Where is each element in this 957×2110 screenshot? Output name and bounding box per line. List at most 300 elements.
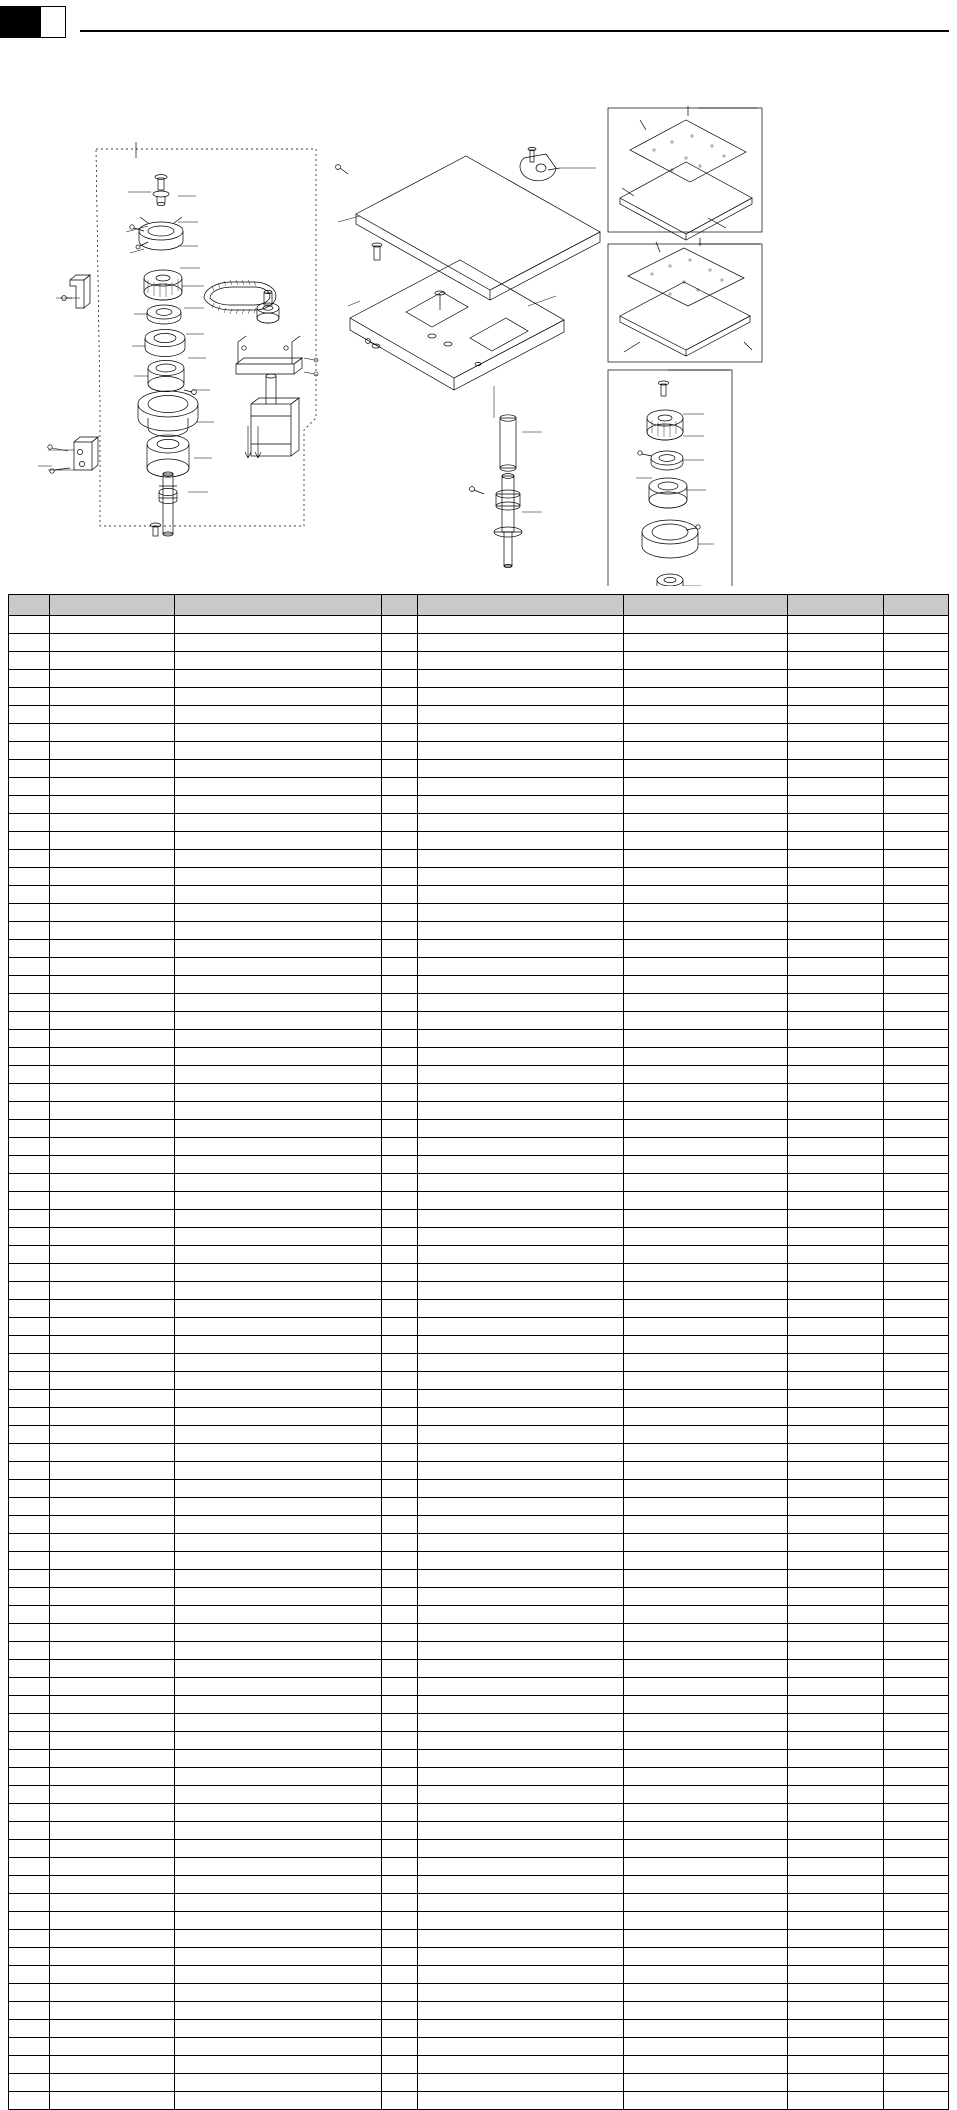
table-cell-pn [49,1804,174,1822]
table-cell-qty [381,778,417,796]
table-cell-ref [787,1372,883,1390]
table-cell-note [624,1300,787,1318]
table-cell-ref [787,1768,883,1786]
table-row [9,1534,949,1552]
table-cell-item [9,1876,50,1894]
table-cell-note [624,868,787,886]
table-cell-pn [49,1354,174,1372]
table-cell-last [884,1606,949,1624]
table-cell-desc [174,1660,381,1678]
table-cell-desc [174,1786,381,1804]
table-cell-desc [174,1102,381,1120]
table-cell-last [884,1876,949,1894]
column-header-item [9,595,50,616]
table-cell-desc [174,616,381,634]
table-cell-desc2 [417,2020,624,2038]
table-cell-qty [381,1390,417,1408]
table-row [9,1066,949,1084]
table-cell-qty [381,1228,417,1246]
table-cell-qty [381,1318,417,1336]
table-cell-last [884,1822,949,1840]
table-cell-desc2 [417,1138,624,1156]
table-row [9,904,949,922]
table-cell-item [9,1642,50,1660]
table-cell-item [9,958,50,976]
table-cell-qty [381,1192,417,1210]
table-cell-note [624,796,787,814]
table-cell-ref [787,1786,883,1804]
table-cell-ref [787,1498,883,1516]
table-cell-ref [787,832,883,850]
table-cell-pn [49,1138,174,1156]
table-cell-desc2 [417,1552,624,1570]
table-cell-item [9,1804,50,1822]
table-cell-qty [381,832,417,850]
table-cell-last [884,1408,949,1426]
table-cell-note [624,1840,787,1858]
table-cell-note [624,1624,787,1642]
table-cell-desc2 [417,1174,624,1192]
table-cell-pn [49,778,174,796]
table-cell-ref [787,1660,883,1678]
table-cell-pn [49,976,174,994]
table-cell-pn [49,1786,174,1804]
table-cell-qty [381,1066,417,1084]
table-cell-pn [49,2002,174,2020]
table-cell-pn [49,2038,174,2056]
table-cell-note [624,616,787,634]
table-cell-ref [787,616,883,634]
table-cell-ref [787,2056,883,2074]
table-cell-last [884,958,949,976]
part-spacer [148,361,184,392]
table-cell-qty [381,670,417,688]
table-row [9,2002,949,2020]
table-cell-desc2 [417,1678,624,1696]
table-cell-desc2 [417,1120,624,1138]
table-cell-desc [174,904,381,922]
table-cell-qty [381,994,417,1012]
table-cell-last [884,1336,949,1354]
table-cell-desc [174,1732,381,1750]
table-cell-note [624,1030,787,1048]
table-cell-ref [787,1246,883,1264]
table-cell-desc2 [417,1336,624,1354]
table-cell-item [9,1066,50,1084]
table-cell-pn [49,1264,174,1282]
table-row [9,1552,949,1570]
table-cell-item [9,1462,50,1480]
table-cell-ref [787,1228,883,1246]
table-cell-ref [787,2074,883,2092]
table-cell-qty [381,1408,417,1426]
table-cell-desc [174,724,381,742]
table-row [9,796,949,814]
table-cell-item [9,1768,50,1786]
table-cell-note [624,1282,787,1300]
table-row [9,1462,949,1480]
table-row [9,1228,949,1246]
table-cell-ref [787,1264,883,1282]
table-cell-qty [381,1768,417,1786]
table-cell-ref [787,2038,883,2056]
table-cell-last [884,1912,949,1930]
table-cell-last [884,1372,949,1390]
table-cell-ref [787,1678,883,1696]
table-cell-last [884,850,949,868]
table-cell-pn [49,1948,174,1966]
part-timing-belt [204,280,276,314]
table-cell-desc2 [417,778,624,796]
table-cell-pn [49,1426,174,1444]
table-cell-desc [174,1264,381,1282]
table-cell-ref [787,1876,883,1894]
table-cell-pn [49,706,174,724]
parts-table-header-row [9,595,949,616]
table-cell-pn [49,1084,174,1102]
table-cell-last [884,1390,949,1408]
table-cell-item [9,1444,50,1462]
table-cell-pn [49,670,174,688]
table-cell-desc [174,1912,381,1930]
table-cell-desc2 [417,1102,624,1120]
table-row [9,1318,949,1336]
table-cell-pn [49,1408,174,1426]
table-cell-last [884,1444,949,1462]
table-cell-pn [49,1624,174,1642]
table-cell-desc [174,1444,381,1462]
table-cell-ref [787,1066,883,1084]
table-row [9,1480,949,1498]
table-cell-qty [381,904,417,922]
table-cell-desc [174,796,381,814]
table-cell-item [9,2002,50,2020]
table-cell-note [624,634,787,652]
table-cell-item [9,1030,50,1048]
table-row [9,1624,949,1642]
table-cell-desc [174,1408,381,1426]
table-cell-desc [174,1570,381,1588]
table-cell-note [624,2002,787,2020]
table-cell-item [9,1660,50,1678]
table-cell-item [9,850,50,868]
table-cell-ref [787,1354,883,1372]
table-cell-item [9,1786,50,1804]
table-cell-pn [49,1822,174,1840]
table-cell-qty [381,958,417,976]
table-cell-qty [381,814,417,832]
table-cell-item [9,1606,50,1624]
table-cell-ref [787,1318,883,1336]
table-row [9,1210,949,1228]
table-cell-desc [174,886,381,904]
table-cell-pn [49,652,174,670]
left-assembly-boundary [96,149,316,526]
table-cell-note [624,1660,787,1678]
table-cell-last [884,1102,949,1120]
table-row [9,1336,949,1354]
table-cell-ref [787,1516,883,1534]
table-cell-note [624,1534,787,1552]
table-cell-last [884,1858,949,1876]
table-cell-item [9,742,50,760]
table-cell-pn [49,1768,174,1786]
detail-panel-a [608,106,762,240]
table-cell-note [624,1048,787,1066]
table-cell-pn [49,1498,174,1516]
table-cell-qty [381,1174,417,1192]
table-cell-desc [174,1822,381,1840]
table-cell-qty [381,1426,417,1444]
table-cell-pn [49,1462,174,1480]
table-cell-last [884,1156,949,1174]
table-cell-desc [174,742,381,760]
table-cell-desc [174,940,381,958]
table-cell-note [624,670,787,688]
table-cell-desc [174,652,381,670]
table-row [9,1282,949,1300]
table-cell-item [9,1282,50,1300]
table-cell-desc2 [417,1084,624,1102]
table-cell-item [9,1318,50,1336]
table-cell-desc2 [417,1048,624,1066]
table-cell-item [9,832,50,850]
table-cell-qty [381,1930,417,1948]
table-cell-item [9,688,50,706]
table-cell-ref [787,1156,883,1174]
table-cell-note [624,904,787,922]
table-cell-last [884,652,949,670]
table-row [9,670,949,688]
table-cell-desc2 [417,1642,624,1660]
table-cell-note [624,1156,787,1174]
table-cell-desc2 [417,1930,624,1948]
table-cell-item [9,1714,50,1732]
table-cell-ref [787,1552,883,1570]
table-cell-last [884,1948,949,1966]
table-cell-ref [787,706,883,724]
table-row [9,958,949,976]
table-cell-item [9,1948,50,1966]
table-cell-ref [787,1480,883,1498]
table-cell-pn [49,940,174,958]
table-cell-desc2 [417,1696,624,1714]
table-cell-desc2 [417,1840,624,1858]
table-cell-desc [174,1354,381,1372]
table-cell-last [884,1570,949,1588]
table-cell-note [624,724,787,742]
table-row [9,1120,949,1138]
table-row [9,1444,949,1462]
table-cell-ref [787,634,883,652]
table-cell-ref [787,1462,883,1480]
table-row [9,706,949,724]
table-cell-last [884,634,949,652]
table-cell-desc2 [417,688,624,706]
table-cell-note [624,1264,787,1282]
table-cell-qty [381,1840,417,1858]
table-cell-ref [787,886,883,904]
table-cell-ref [787,1174,883,1192]
table-cell-note [624,1246,787,1264]
table-row [9,1606,949,1624]
table-row [9,1354,949,1372]
table-cell-desc [174,868,381,886]
table-cell-desc [174,832,381,850]
table-row [9,724,949,742]
table-cell-ref [787,1336,883,1354]
table-cell-pn [49,796,174,814]
table-cell-desc2 [417,832,624,850]
table-cell-ref [787,1696,883,1714]
table-cell-desc2 [417,1012,624,1030]
table-cell-qty [381,1102,417,1120]
table-cell-item [9,1840,50,1858]
table-cell-note [624,1696,787,1714]
table-row [9,940,949,958]
table-row [9,1696,949,1714]
table-cell-ref [787,1426,883,1444]
table-cell-last [884,1462,949,1480]
table-row [9,1912,949,1930]
table-cell-desc2 [417,1786,624,1804]
table-cell-desc2 [417,850,624,868]
table-cell-item [9,1372,50,1390]
table-cell-note [624,1012,787,1030]
table-cell-last [884,1732,949,1750]
table-cell-desc2 [417,652,624,670]
table-cell-desc [174,1642,381,1660]
table-cell-pn [49,1210,174,1228]
table-cell-item [9,1588,50,1606]
table-cell-item [9,1012,50,1030]
table-cell-desc [174,778,381,796]
table-cell-note [624,832,787,850]
table-cell-desc2 [417,1714,624,1732]
table-cell-note [624,1804,787,1822]
table-cell-note [624,1120,787,1138]
table-cell-desc2 [417,1354,624,1372]
table-cell-last [884,1030,949,1048]
table-cell-note [624,1174,787,1192]
table-cell-note [624,2020,787,2038]
table-cell-desc2 [417,958,624,976]
table-cell-desc [174,1066,381,1084]
table-cell-ref [787,1948,883,1966]
table-cell-ref [787,1138,883,1156]
table-cell-desc [174,634,381,652]
table-cell-qty [381,1138,417,1156]
table-cell-ref [787,1084,883,1102]
table-cell-desc [174,1030,381,1048]
table-cell-ref [787,1732,883,1750]
table-cell-note [624,1462,787,1480]
table-row [9,1372,949,1390]
table-cell-note [624,1318,787,1336]
table-cell-qty [381,886,417,904]
table-cell-note [624,1372,787,1390]
table-cell-item [9,1102,50,1120]
table-cell-desc [174,1516,381,1534]
table-cell-ref [787,1048,883,1066]
table-row [9,2020,949,2038]
table-cell-note [624,1858,787,1876]
table-cell-pn [49,1588,174,1606]
part-plate-screws [336,165,484,494]
table-cell-desc [174,2002,381,2020]
table-cell-item [9,2020,50,2038]
table-cell-desc [174,1120,381,1138]
table-cell-note [624,1516,787,1534]
table-cell-desc [174,1552,381,1570]
table-cell-note [624,1876,787,1894]
table-row [9,850,949,868]
table-cell-qty [381,1660,417,1678]
table-cell-item [9,904,50,922]
table-cell-ref [787,1930,883,1948]
table-cell-item [9,1678,50,1696]
table-cell-desc2 [417,1372,624,1390]
table-row [9,1804,949,1822]
table-cell-note [624,652,787,670]
table-cell-note [624,760,787,778]
table-row [9,2056,949,2074]
table-cell-ref [787,760,883,778]
table-row [9,1264,949,1282]
table-cell-pn [49,1552,174,1570]
table-cell-pn [49,832,174,850]
column-header-ref [787,595,883,616]
table-cell-ref [787,1282,883,1300]
table-cell-desc2 [417,1480,624,1498]
table-cell-qty [381,1570,417,1588]
table-cell-qty [381,2074,417,2092]
table-cell-item [9,1984,50,2002]
table-cell-qty [381,1822,417,1840]
table-cell-item [9,1696,50,1714]
table-cell-desc [174,1048,381,1066]
table-cell-desc2 [417,1156,624,1174]
table-cell-note [624,1066,787,1084]
table-cell-desc2 [417,1516,624,1534]
table-cell-pn [49,1156,174,1174]
table-cell-item [9,1390,50,1408]
table-cell-pn [49,1984,174,2002]
table-cell-note [624,1210,787,1228]
table-row [9,1246,949,1264]
table-cell-item [9,1156,50,1174]
table-row [9,634,949,652]
table-cell-note [624,778,787,796]
table-row [9,1822,949,1840]
table-row [9,1570,949,1588]
table-cell-ref [787,1750,883,1768]
table-cell-desc2 [417,742,624,760]
table-cell-note [624,1912,787,1930]
table-row [9,778,949,796]
table-cell-qty [381,1282,417,1300]
table-cell-ref [787,904,883,922]
table-cell-qty [381,1264,417,1282]
table-cell-ref [787,2002,883,2020]
table-cell-desc2 [417,904,624,922]
table-cell-last [884,1552,949,1570]
table-cell-desc [174,1624,381,1642]
table-row [9,886,949,904]
table-cell-item [9,1480,50,1498]
table-cell-last [884,1012,949,1030]
table-cell-last [884,1066,949,1084]
